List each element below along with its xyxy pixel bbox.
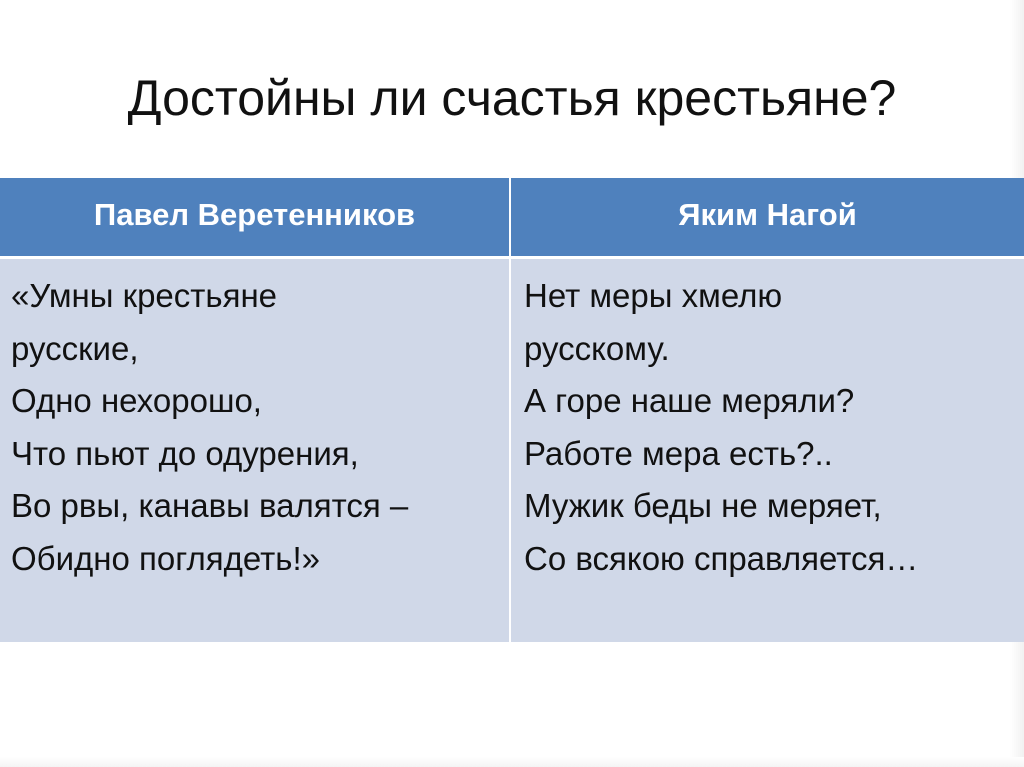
table-body-row: [0, 259, 1024, 642]
table-header-row: [0, 178, 1024, 259]
quote-cell-pavel: [0, 259, 511, 642]
quote-line: «Умны крестьяне: [11, 277, 278, 314]
quote-line: Во рвы, канавы валятся –: [11, 487, 409, 524]
quote-line: А горе наше меряли?: [524, 382, 855, 419]
quote-line: Одно нехорошо,: [11, 382, 262, 419]
quote-line: Работе мера есть?..: [524, 434, 833, 472]
quote-line: Мужик беды не меряет,: [524, 487, 882, 524]
slide-bottom-shadow: [0, 757, 1024, 767]
quote-line: Нет меры хмелю: [524, 277, 783, 314]
quote-line: русские,: [11, 329, 139, 367]
header-cell-pavel: Павел Веретенников: [0, 178, 511, 256]
quote-cell-yakim: [511, 259, 1024, 642]
comparison-table: [0, 178, 1024, 642]
quote-line: русскому.: [524, 329, 670, 367]
quote-line: Со всякою справляется…: [524, 539, 919, 577]
quote-line: Что пьют до одурения,: [11, 434, 359, 472]
quote-line: Обидно поглядеть!»: [11, 539, 321, 577]
header-cell-yakim: Яким Нагой: [678, 197, 857, 232]
slide-title: Достойны ли счастья крестьяне?: [127, 70, 897, 126]
